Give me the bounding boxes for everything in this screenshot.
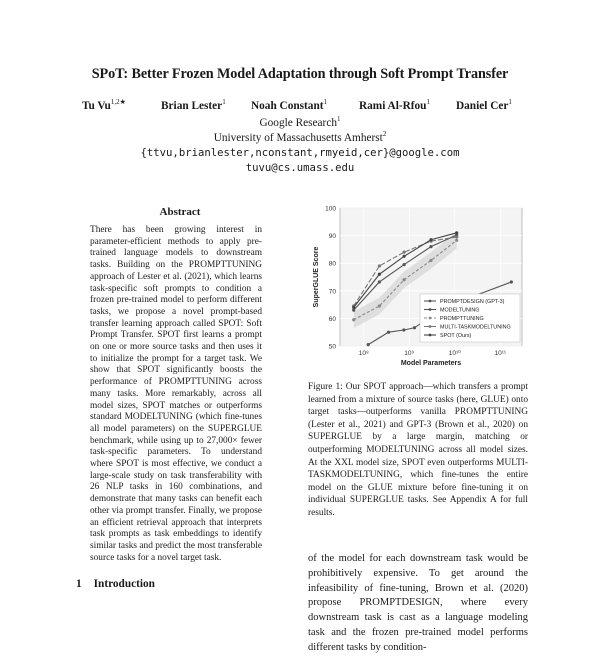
y-axis-label: SuperGLUE Score bbox=[313, 246, 320, 308]
data-point bbox=[387, 331, 390, 334]
affiliation-1: Google Research$^1$ bbox=[259, 115, 341, 129]
legend-label: PROMPTDESIGN (GPT-3) bbox=[440, 299, 505, 306]
author-list bbox=[0, 100, 600, 116]
x-tick-label: 10⁸ bbox=[358, 350, 369, 357]
legend-label: MULTI-TASKMODELTUNING bbox=[440, 324, 511, 331]
figure-1-chart bbox=[306, 198, 528, 376]
x-tick-label: 10⁹ bbox=[404, 350, 415, 357]
y-tick-label: 60 bbox=[328, 315, 336, 323]
figure-caption: Figure 1: Our SPOT approach—which transfers a prompt learned from a mixture of source tasks (here, GLUE) onto target tasks—outperforms vanilla PROMPTTUNING (Lester et al., 2021) and GPT-3 (Brown et al., 2020) on SUPERGLUE by a large margin, matching or outperforming MODELTUNING across all model sizes. At the XXL model size, SPOT even outperforms MULTI-TASKMODELTUNING, which fine-tunes the entire model on the GLUE mixture before fine-tuning it on individual SUPERGLUE tasks. See Appendix A for full results. bbox=[308, 382, 528, 518]
paper-title: SPoT: Better Frozen Model Adaptation through Soft Prompt Transfer bbox=[91, 66, 509, 82]
data-point bbox=[352, 318, 355, 321]
data-point bbox=[403, 263, 406, 266]
x-tick-label: 10¹⁰ bbox=[448, 350, 461, 357]
data-point bbox=[510, 280, 513, 283]
x-tick-label: 10¹¹ bbox=[494, 350, 507, 357]
section-heading: 1 Introduction bbox=[76, 578, 155, 590]
data-point bbox=[403, 251, 406, 254]
legend-marker bbox=[429, 300, 432, 303]
legend-label: MODELTUNING bbox=[440, 307, 480, 314]
data-point bbox=[367, 343, 370, 346]
body-paragraph: of the model for each downstream task would be prohibitively expensive. To get around the infeasibility of fine-tuning, Brown et al. (2020) propose PROMPTDESIGN, where every downstream task is cast as a language modeling task and the frozen pre-trained model performs different tasks by condition- bbox=[308, 553, 528, 653]
legend-marker bbox=[429, 308, 432, 311]
legend-marker bbox=[429, 325, 432, 328]
data-point bbox=[403, 278, 406, 281]
y-tick-label: 70 bbox=[328, 288, 336, 296]
data-point bbox=[402, 328, 405, 331]
data-point bbox=[455, 235, 458, 238]
author-5: Daniel Cer$^1$ bbox=[456, 98, 512, 112]
abstract-text: There has been growing interest in parameter-efficient methods to apply pre-trained language models to downstream tasks. Building on the PROMPTTUNING approach of Lester et al. (2021), which learns task-specific soft prompts to condition a frozen pre-trained model to perform different tasks, we propose a novel prompt-based transfer learning approach called SPOT: Soft Prompt Transfer. SPOT first learns a prompt on one or more source tasks and then uses it to initialize the prompt for a target task. We show that SPOT significantly boosts the performance of PROMPTTUNING across many tasks. More remarkably, across all model sizes, SPOT matches or outperforms standard MODELTUNING (which fine-tunes all model parameters) on the SUPERGLUE benchmark, while using up to 27,000× fewer task-specific parameters. To understand where SPOT is most effective, we conduct a large-scale study on task transferability with 26 NLP tasks in 160 combinations, and demonstrate that many tasks can benefit each other via prompt transfer. Finally, we propose an efficient retrieval approach that interprets task prompts as task embeddings to identify similar tasks and predict the most transferable source tasks for a novel target task. bbox=[90, 225, 262, 563]
abstract-heading: Abstract bbox=[159, 206, 201, 218]
legend-marker bbox=[429, 334, 432, 337]
data-point bbox=[455, 239, 458, 242]
data-point bbox=[429, 259, 432, 262]
data-point bbox=[352, 306, 355, 309]
y-tick-label: 90 bbox=[328, 233, 336, 241]
data-point bbox=[352, 309, 355, 312]
email-umass: tuvu@cs.umass.edu bbox=[245, 162, 355, 174]
affiliation-2: University of Massachusetts Amherst$^2$ bbox=[213, 130, 387, 144]
data-point bbox=[378, 264, 381, 267]
legend-label: SPOT (Ours) bbox=[440, 333, 472, 340]
data-point bbox=[413, 326, 416, 329]
legend-label: PROMPTTUNING bbox=[440, 316, 484, 323]
y-tick-label: 100 bbox=[325, 205, 336, 213]
x-axis-label: Model Parameters bbox=[400, 360, 462, 367]
legend-marker bbox=[429, 317, 432, 320]
data-point bbox=[403, 255, 406, 258]
author-2: Brian Lester$^1$ bbox=[161, 98, 226, 112]
data-point bbox=[429, 245, 432, 248]
data-point bbox=[378, 273, 381, 276]
data-point bbox=[378, 304, 381, 307]
email-google: {ttvu,brianlester,nconstant,rmyeid,cer}@google.com bbox=[140, 147, 460, 159]
y-tick-label: 50 bbox=[328, 343, 336, 351]
author-3: Noah Constant$^1$ bbox=[251, 98, 328, 112]
data-point bbox=[429, 238, 432, 241]
y-tick-label: 80 bbox=[328, 260, 336, 268]
data-point bbox=[455, 231, 458, 234]
author-1: Tu $Vu^{1,2★}$ bbox=[82, 98, 126, 112]
author-4: Rami Al-Rfou$^1$ bbox=[359, 98, 430, 112]
data-point bbox=[378, 280, 381, 283]
